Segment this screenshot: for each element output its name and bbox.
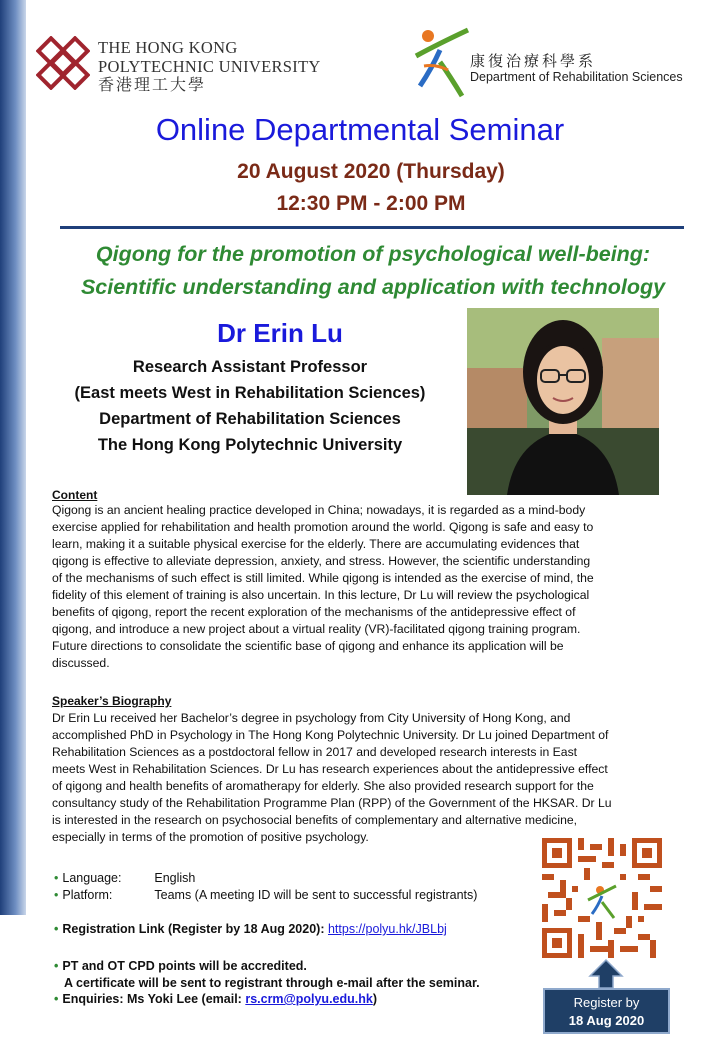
biography-line: of qigong and health benefits of aromatherapy for elderly. She also provided research support for the xyxy=(52,779,594,793)
platform-label: Platform: xyxy=(62,888,113,902)
platform-value: Teams (A meeting ID will be sent to successful registrants) xyxy=(154,888,478,902)
speaker-department: Department of Rehabilitation Sciences xyxy=(99,410,401,428)
enquiries-close: ) xyxy=(372,992,377,1006)
content-line: exercise applied for rehabilitation and health promotion around the world. Qigong is safe and easy to xyxy=(52,520,594,534)
speaker-position: Research Assistant Professor xyxy=(132,358,368,376)
rehab-dept-chinese: 康復治療科學系 xyxy=(470,53,597,70)
polyu-name-chinese: 香港理工大學 xyxy=(98,77,207,94)
biography-line: Dr Erin Lu received her Bachelor’s degree in psychology from City University of Hong Kong, and xyxy=(52,711,571,725)
topic-line-1: Qigong for the promotion of psychological well-being: xyxy=(95,242,651,266)
biography-line: meets West in Rehabilitation Sciences. Dr Lu has research experiences about the antidepressive effect xyxy=(52,762,608,776)
polyu-emblem-icon xyxy=(36,36,90,90)
seminar-topic xyxy=(26,238,720,304)
cpd-notice xyxy=(54,958,480,992)
content-line: qigong, and introduce a new project about a virtual reality (VR)-facilitated qigong training program. xyxy=(52,622,581,636)
content-line: learn, making it a suitable physical exercise for the elderly. There are accumulating evidences that xyxy=(52,537,580,551)
language-label: Language: xyxy=(62,871,122,885)
content-line: of the mechanisms of such effect is still limited. While qigong is intended as the exercise of mind, the xyxy=(52,571,594,585)
content-heading: Content xyxy=(52,488,98,502)
cpd-line-2: A certificate will be sent to registrant through e-mail after the seminar. xyxy=(64,976,480,990)
polyu-name-line2: POLYTECHNIC UNIVERSITY xyxy=(98,57,321,76)
speaker-name: Dr Erin Lu xyxy=(217,318,343,348)
rehab-figure-icon xyxy=(410,26,472,100)
enquiries-email-link[interactable]: rs.crm@polyu.edu.hk xyxy=(245,992,373,1006)
biography-line: consultancy study of the Rehabilitation Programme Plan (RPP) of the Government of the HKSAR. Dr Lu xyxy=(52,796,612,810)
registration-link[interactable]: https://polyu.hk/JBLbj xyxy=(327,922,447,936)
speaker-photo xyxy=(467,308,659,495)
topic-line-2: Scientific understanding and application with technology xyxy=(80,275,666,299)
biography-paragraph xyxy=(52,710,657,846)
language-row xyxy=(54,870,477,887)
event-details xyxy=(54,870,477,904)
enquiries-row xyxy=(54,992,377,1006)
language-value: English xyxy=(154,871,196,885)
biography-line: Rehabilitation Sciences as a postdoctoral fellow in 2017 and developed research interests in East xyxy=(52,745,578,759)
speaker-program: (East meets West in Rehabilitation Sciences) xyxy=(74,384,426,402)
content-paragraph xyxy=(52,502,657,672)
polyu-logo xyxy=(36,36,336,96)
register-by-box xyxy=(543,988,670,1034)
biography-line: accomplished PhD in Psychology in The Hong Kong Polytechnic University. Dr Lu joined Department of xyxy=(52,728,609,742)
header-divider xyxy=(60,226,684,229)
seminar-title: Online Departmental Seminar xyxy=(155,112,565,147)
registration-qr-code[interactable] xyxy=(542,838,662,958)
content-line: benefits of qigong, report the recent exploration of the mechanisms of the antidepressive effect of xyxy=(52,605,576,619)
registration-row xyxy=(54,922,447,936)
bullet-icon: • xyxy=(54,992,59,1006)
bullet-icon: • xyxy=(54,888,59,902)
content-line: discussed. xyxy=(52,656,110,670)
seminar-time: 12:30 PM - 2:00 PM xyxy=(276,192,466,215)
seminar-date: 20 August 2020 (Thursday) xyxy=(237,160,505,183)
qr-code-icon xyxy=(542,838,662,958)
biography-line: especially in terms of the promotion of positive psychology. xyxy=(52,830,369,844)
bullet-icon: • xyxy=(54,922,59,936)
content-line: Future directions to consolidate the scientific base of qigong and enhance its application will be xyxy=(52,639,564,653)
bullet-icon: • xyxy=(54,871,59,885)
platform-row xyxy=(54,887,477,904)
rehab-dept-english: Department of Rehabilitation Sciences xyxy=(470,70,683,84)
bullet-icon: • xyxy=(54,959,59,973)
speaker-portrait-icon xyxy=(467,308,659,495)
registration-label: Registration Link (Register by 18 Aug 2020): xyxy=(62,922,325,936)
biography-line: is interested in the research on psychosocial benefits of complementary and alternative medicine, xyxy=(52,813,578,827)
cpd-line-1: PT and OT CPD points will be accredited. xyxy=(62,959,307,973)
content-line: qigong is effective to alleviate depression, anxiety, and stress. However, the scientific understanding xyxy=(52,554,591,568)
polyu-name-line1: THE HONG KONG xyxy=(98,38,238,57)
content-line: Qigong is an ancient healing practice developed in China; nowadays, it is regarded as a mind-body xyxy=(52,503,586,517)
biography-heading: Speaker’s Biography xyxy=(52,694,172,708)
register-by-date: 18 Aug 2020 xyxy=(568,1013,645,1028)
speaker-university: The Hong Kong Polytechnic University xyxy=(97,436,403,454)
rehab-sciences-logo xyxy=(410,26,710,102)
enquiries-label: Enquiries: Ms Yoki Lee (email: xyxy=(62,992,242,1006)
content-line: fidelity of this element of training is also uncertain. In this lecture, Dr Lu will review the psychological xyxy=(52,588,590,602)
arrow-up-icon xyxy=(588,958,624,990)
register-by-label: Register by xyxy=(573,995,640,1010)
